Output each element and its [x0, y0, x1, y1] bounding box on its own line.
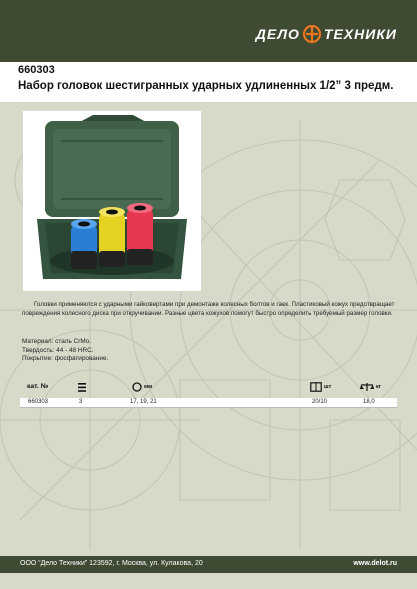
spec-coating: Покрытие: фосфатирование.: [22, 355, 109, 363]
footer-bar: [0, 556, 417, 573]
product-specs: [22, 338, 108, 364]
cell-weight: 18,0: [363, 399, 375, 405]
quantity-icon: [78, 383, 86, 392]
logo-text-left: ДЕЛО: [255, 26, 300, 42]
logo-gear-icon: [302, 24, 322, 44]
socket-case-illustration: [23, 111, 201, 291]
box-icon: [310, 382, 322, 392]
spec-material: Материал: сталь CrMo.: [22, 338, 92, 345]
spec-hardness: Твердость: 44 - 48 HRC.: [22, 346, 94, 354]
cell-quantity: 3: [79, 399, 83, 405]
logo-text-right: ТЕХНИКИ: [323, 26, 397, 42]
header-bar: [0, 0, 417, 62]
table-row: [20, 398, 397, 408]
header-catalog-number: кат. №: [27, 383, 49, 390]
header-pieces: шт: [324, 384, 332, 390]
brand-logo[interactable]: [256, 24, 397, 44]
cell-catalog-number: 660303: [28, 399, 49, 405]
header-size-mm: мм: [144, 384, 153, 390]
scales-icon: [360, 382, 374, 392]
product-name: Набор головок шестигранных ударных удлиненных 1/2” 3 предм.: [18, 80, 394, 92]
company-address: ООО “Дело Техники” 123592, г. Москва, ул. Кулакова, 20: [20, 560, 203, 567]
cell-sizes: 17, 19, 21: [130, 399, 157, 405]
product-code: 660303: [18, 64, 55, 76]
product-photo: [23, 111, 201, 291]
diameter-icon: [132, 382, 142, 392]
website-link[interactable]: www.delot.ru: [353, 560, 397, 567]
product-description: Головки применяются с ударными гайковертами при демонтаже колесных болтов и гаек. Пластиковый кожух предотвращает повреждения колесного диска при откручивании. Разные цвета кожухов помогут быстро определить требуемый размер головки.: [22, 301, 395, 317]
cell-pack: 20/10: [312, 399, 328, 405]
table-header: [20, 381, 397, 395]
header-weight-kg: кг: [376, 384, 382, 390]
